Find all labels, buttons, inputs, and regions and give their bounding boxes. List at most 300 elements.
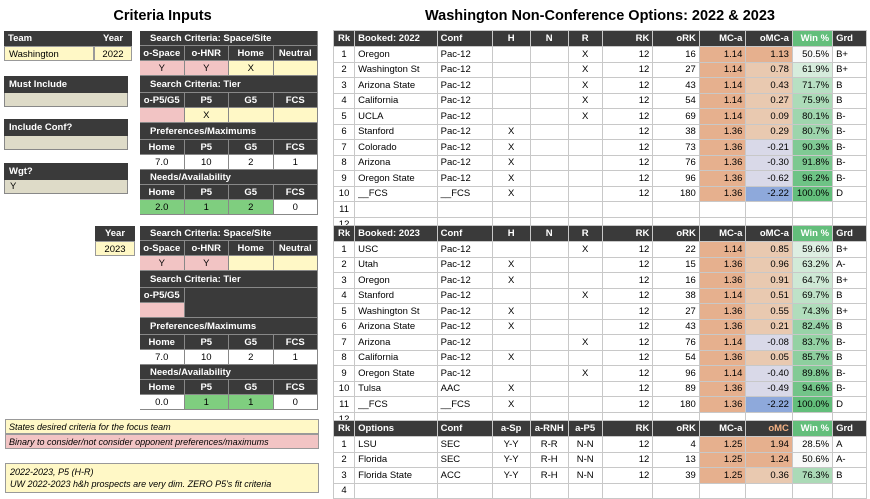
neutral-input[interactable] xyxy=(274,61,319,76)
cell-omc: 0.09 xyxy=(746,109,793,125)
table-row[interactable] xyxy=(334,93,867,109)
pref-home-value[interactable]: 7.0 xyxy=(140,155,185,170)
col-header: FCS xyxy=(274,335,319,350)
cell-rank: 1 xyxy=(334,437,355,453)
cell-conf: Pac-12 xyxy=(437,171,492,187)
cell-n xyxy=(530,124,568,140)
col-header-ork: oRK xyxy=(653,226,700,242)
cell-mc: 1.36 xyxy=(699,186,746,202)
cell-rank: 4 xyxy=(334,93,355,109)
col-header-h: a-Sp xyxy=(492,421,530,437)
cell-omc: 0.96 xyxy=(746,257,793,273)
col-header: FCS xyxy=(274,140,319,155)
cell-rank: 3 xyxy=(334,468,355,484)
cell-name: Arizona State xyxy=(355,319,437,335)
table-row[interactable] xyxy=(334,171,867,187)
cell-ork: 76 xyxy=(653,335,700,351)
home-input[interactable] xyxy=(229,256,274,271)
preferences-title: Preferences/Maximums xyxy=(140,318,318,335)
cell-n xyxy=(530,155,568,171)
cell-win: 85.7% xyxy=(792,350,832,366)
cell-name: Colorado xyxy=(355,140,437,156)
cell-omc: 0.85 xyxy=(746,242,793,258)
cell-r xyxy=(568,381,602,397)
cell-conf: ACC xyxy=(437,468,492,484)
cell-conf: __FCS xyxy=(437,186,492,202)
must-include-input[interactable] xyxy=(4,93,128,107)
cell-ork: 16 xyxy=(653,47,700,63)
col-header-mc: MC-a xyxy=(699,421,746,437)
cell-rank: 1 xyxy=(334,242,355,258)
cell-r xyxy=(568,397,602,413)
cell-ork: 96 xyxy=(653,171,700,187)
pref-g5-value[interactable]: 2 xyxy=(229,155,274,170)
cell-mc: 1.14 xyxy=(699,242,746,258)
cell-n xyxy=(530,62,568,78)
space-site-title: Search Criteria: Space/Site xyxy=(140,31,318,46)
col-header-rank: Rk xyxy=(334,421,355,437)
cell-r xyxy=(568,304,602,320)
col-header-conf: Conf xyxy=(437,421,492,437)
needs-p5-value: 1 xyxy=(185,395,230,410)
include-conf-label: Include Conf? xyxy=(4,119,128,136)
g5-input[interactable] xyxy=(229,108,274,123)
cell-h: X xyxy=(492,304,530,320)
booked-2023-table xyxy=(333,225,867,428)
cell-grade: B- xyxy=(833,381,867,397)
cell-r: X xyxy=(568,242,602,258)
table-row[interactable] xyxy=(334,288,867,304)
table-row[interactable] xyxy=(334,335,867,351)
cell-conf: Pac-12 xyxy=(437,93,492,109)
cell-mc: 1.36 xyxy=(699,350,746,366)
cell-mc xyxy=(699,483,746,499)
cell-rank: 7 xyxy=(334,140,355,156)
col-header: Home xyxy=(229,241,274,256)
cell-name: California xyxy=(355,93,437,109)
cell-conf xyxy=(437,202,492,218)
table-row[interactable] xyxy=(334,304,867,320)
table-row[interactable] xyxy=(334,437,867,453)
table-row[interactable] xyxy=(334,452,867,468)
cell-r: X xyxy=(568,335,602,351)
col-header-ork: oRK xyxy=(653,31,700,47)
cell-mc: 1.25 xyxy=(699,437,746,453)
tier-title: Search Criteria: Tier xyxy=(140,76,318,93)
cell-h: Y-Y xyxy=(492,468,530,484)
cell-rk: 12 xyxy=(602,78,653,94)
cell-rank: 3 xyxy=(334,78,355,94)
cell-mc: 1.25 xyxy=(699,452,746,468)
cell-mc: 1.36 xyxy=(699,304,746,320)
cell-grade: D xyxy=(833,186,867,202)
table-row[interactable] xyxy=(334,47,867,63)
cell-mc: 1.14 xyxy=(699,335,746,351)
cell-ork: 38 xyxy=(653,288,700,304)
cell-n xyxy=(530,288,568,304)
booked-2022-table xyxy=(333,30,867,233)
cell-rank: 6 xyxy=(334,124,355,140)
pref-home-value[interactable]: 7.0 xyxy=(140,350,185,365)
cell-h xyxy=(492,93,530,109)
cell-rk: 12 xyxy=(602,186,653,202)
col-header: Home xyxy=(140,380,185,395)
cell-omc: -0.21 xyxy=(746,140,793,156)
cell-n xyxy=(530,78,568,94)
wgt-label: Wgt? xyxy=(4,163,128,180)
col-header-win: Win % xyxy=(792,421,832,437)
col-header-n: N xyxy=(530,31,568,47)
cell-rank: 10 xyxy=(334,186,355,202)
col-header: Home xyxy=(140,335,185,350)
home-input[interactable]: X xyxy=(229,61,274,76)
cell-name: UCLA xyxy=(355,109,437,125)
cell-rank: 3 xyxy=(334,273,355,289)
cell-mc: 1.36 xyxy=(699,124,746,140)
cell-r xyxy=(568,124,602,140)
cell-rk: 12 xyxy=(602,47,653,63)
cell-ork: 27 xyxy=(653,62,700,78)
cell-r xyxy=(568,319,602,335)
col-header: P5 xyxy=(185,185,230,200)
cell-h xyxy=(492,202,530,218)
cell-grade: B- xyxy=(833,171,867,187)
col-header: o-P5/G5 xyxy=(140,288,185,303)
table-row[interactable] xyxy=(334,155,867,171)
cell-r xyxy=(568,257,602,273)
cell-grade: B+ xyxy=(833,273,867,289)
cell-grade: A xyxy=(833,437,867,453)
cell-grade: B- xyxy=(833,124,867,140)
cell-omc: 1.13 xyxy=(746,47,793,63)
o-space-input[interactable]: Y xyxy=(140,256,185,271)
legend-note-criteria: States desired criteria for the focus team xyxy=(5,419,319,434)
cell-mc: 1.36 xyxy=(699,273,746,289)
table-row[interactable] xyxy=(334,319,867,335)
cell-ork xyxy=(653,202,700,218)
o-p5g5-input[interactable] xyxy=(140,108,185,123)
cell-rk: 12 xyxy=(602,288,653,304)
table-header-row xyxy=(334,421,867,437)
cell-rank: 6 xyxy=(334,319,355,335)
cell-r: X xyxy=(568,366,602,382)
cell-conf xyxy=(437,483,492,499)
col-header: G5 xyxy=(229,380,274,395)
cell-omc: 0.51 xyxy=(746,288,793,304)
cell-rank: 1 xyxy=(334,47,355,63)
cell-rk: 12 xyxy=(602,437,653,453)
col-header-win: Win % xyxy=(792,226,832,242)
cell-conf: Pac-12 xyxy=(437,124,492,140)
cell-mc: 1.36 xyxy=(699,155,746,171)
cell-rank: 10 xyxy=(334,381,355,397)
cell-r xyxy=(568,171,602,187)
cell-mc: 1.14 xyxy=(699,366,746,382)
table-row[interactable] xyxy=(334,273,867,289)
cell-omc: -2.22 xyxy=(746,186,793,202)
cell-n xyxy=(530,47,568,63)
table-row[interactable] xyxy=(334,381,867,397)
cell-name: Stanford xyxy=(355,124,437,140)
cell-grade xyxy=(833,483,867,499)
cell-r xyxy=(568,186,602,202)
cell-name: Florida xyxy=(355,452,437,468)
cell-ork: 39 xyxy=(653,468,700,484)
cell-rank: 2 xyxy=(334,62,355,78)
col-header: G5 xyxy=(229,335,274,350)
cell-mc: 1.14 xyxy=(699,109,746,125)
cell-win: 89.8% xyxy=(792,366,832,382)
cell-omc: 0.55 xyxy=(746,304,793,320)
cell-name: Arizona xyxy=(355,155,437,171)
cell-omc: -0.08 xyxy=(746,335,793,351)
table-row[interactable] xyxy=(334,350,867,366)
cell-win: 64.7% xyxy=(792,273,832,289)
cell-win: 100.0% xyxy=(792,397,832,413)
cell-r xyxy=(568,155,602,171)
col-header-mc: MC-a xyxy=(699,226,746,242)
criteria-2022 xyxy=(140,31,318,215)
cell-conf: Pac-12 xyxy=(437,288,492,304)
cell-omc: -0.30 xyxy=(746,155,793,171)
cell-h xyxy=(492,366,530,382)
cell-conf: Pac-12 xyxy=(437,140,492,156)
cell-rk: 12 xyxy=(602,452,653,468)
cell-r: X xyxy=(568,62,602,78)
col-header: Home xyxy=(140,140,185,155)
col-header: Neutral xyxy=(274,46,319,61)
include-conf-input[interactable] xyxy=(4,136,128,150)
table-row[interactable] xyxy=(334,78,867,94)
table-row[interactable] xyxy=(334,202,867,218)
col-header: P5 xyxy=(185,380,230,395)
col-header: o-P5/G5 xyxy=(140,93,185,108)
o-hnr-input[interactable]: Y xyxy=(185,256,230,271)
table-row[interactable] xyxy=(334,242,867,258)
cell-h: Y-Y xyxy=(492,452,530,468)
col-header-r: R xyxy=(568,31,602,47)
pref-fcs-value[interactable]: 1 xyxy=(274,155,319,170)
cell-rank: 2 xyxy=(334,452,355,468)
cell-rk: 12 xyxy=(602,155,653,171)
cell-grade: B xyxy=(833,93,867,109)
col-header-grade: Grd xyxy=(833,31,867,47)
cell-grade: B xyxy=(833,468,867,484)
cell-win: 80.7% xyxy=(792,124,832,140)
cell-conf: Pac-12 xyxy=(437,366,492,382)
table-row[interactable] xyxy=(334,483,867,499)
cell-n xyxy=(530,319,568,335)
cell-omc: -2.22 xyxy=(746,397,793,413)
cell-name: Oregon xyxy=(355,273,437,289)
cell-omc: 1.94 xyxy=(746,437,793,453)
cell-ork: 180 xyxy=(653,186,700,202)
criteria-2023 xyxy=(140,226,318,410)
cell-n: R-H xyxy=(530,452,568,468)
cell-mc: 1.14 xyxy=(699,62,746,78)
cell-n xyxy=(530,140,568,156)
cell-rk: 12 xyxy=(602,171,653,187)
col-header-grade: Grd xyxy=(833,421,867,437)
blank-cell xyxy=(185,288,319,318)
table-row[interactable] xyxy=(334,124,867,140)
cell-omc: 0.43 xyxy=(746,78,793,94)
cell-r: X xyxy=(568,78,602,94)
p5-input[interactable]: X xyxy=(185,108,230,123)
cell-grade: A- xyxy=(833,452,867,468)
cell-win: 69.7% xyxy=(792,288,832,304)
year-2023-input[interactable]: 2023 xyxy=(95,241,135,256)
year-label: Year xyxy=(94,31,132,46)
pref-p5-value[interactable]: 10 xyxy=(185,155,230,170)
cell-win: 74.3% xyxy=(792,304,832,320)
team-input[interactable]: Washington xyxy=(4,46,94,61)
cell-omc: 0.29 xyxy=(746,124,793,140)
table-row[interactable] xyxy=(334,468,867,484)
cell-n: R-R xyxy=(530,437,568,453)
cell-h xyxy=(492,62,530,78)
cell-mc: 1.36 xyxy=(699,397,746,413)
cell-r: X xyxy=(568,109,602,125)
cell-ork: 43 xyxy=(653,78,700,94)
col-header: G5 xyxy=(229,93,274,108)
col-header-n: a-RNH xyxy=(530,421,568,437)
o-hnr-input[interactable]: Y xyxy=(185,61,230,76)
cell-rk: 12 xyxy=(602,140,653,156)
table-row[interactable] xyxy=(334,140,867,156)
cell-h xyxy=(492,47,530,63)
col-header-h: H xyxy=(492,226,530,242)
cell-ork: 43 xyxy=(653,319,700,335)
cell-h: X xyxy=(492,319,530,335)
cell-ork: 15 xyxy=(653,257,700,273)
cell-rk: 12 xyxy=(602,397,653,413)
cell-grade: B xyxy=(833,350,867,366)
cell-win: 76.3% xyxy=(792,468,832,484)
team-label: Team xyxy=(4,31,94,46)
cell-h: X xyxy=(492,381,530,397)
table-row[interactable] xyxy=(334,62,867,78)
wgt-input[interactable]: Y xyxy=(4,180,128,194)
cell-h xyxy=(492,242,530,258)
cell-win: 80.1% xyxy=(792,109,832,125)
cell-name: Washington St xyxy=(355,62,437,78)
col-header-rk: RK xyxy=(602,421,653,437)
cell-conf: Pac-12 xyxy=(437,62,492,78)
cell-omc xyxy=(746,202,793,218)
cell-grade: B+ xyxy=(833,242,867,258)
table-row[interactable] xyxy=(334,257,867,273)
cell-n xyxy=(530,335,568,351)
pref-g5-value[interactable]: 2 xyxy=(229,350,274,365)
cell-r: N-N xyxy=(568,452,602,468)
cell-n xyxy=(530,186,568,202)
cell-r xyxy=(568,140,602,156)
cell-win: 82.4% xyxy=(792,319,832,335)
cell-name: Utah xyxy=(355,257,437,273)
cell-name: Arizona State xyxy=(355,78,437,94)
cell-rk: 12 xyxy=(602,242,653,258)
cell-ork xyxy=(653,483,700,499)
pref-p5-value[interactable]: 10 xyxy=(185,350,230,365)
col-header-omc: oMC-a xyxy=(746,226,793,242)
cell-win: 50.5% xyxy=(792,47,832,63)
cell-ork: 180 xyxy=(653,397,700,413)
cell-conf: Pac-12 xyxy=(437,47,492,63)
table-row[interactable] xyxy=(334,186,867,202)
col-header: P5 xyxy=(185,140,230,155)
cell-grade: B xyxy=(833,78,867,94)
needs-fcs-value: 0 xyxy=(274,200,319,215)
cell-rk: 12 xyxy=(602,257,653,273)
cell-omc: 0.21 xyxy=(746,319,793,335)
table-row[interactable] xyxy=(334,397,867,413)
cell-mc: 1.36 xyxy=(699,381,746,397)
col-header-name: Options xyxy=(355,421,437,437)
cell-h xyxy=(492,288,530,304)
table-row[interactable] xyxy=(334,109,867,125)
cell-ork: 69 xyxy=(653,109,700,125)
cell-r xyxy=(568,273,602,289)
cell-conf: Pac-12 xyxy=(437,335,492,351)
cell-h: X xyxy=(492,186,530,202)
cell-ork: 4 xyxy=(653,437,700,453)
fcs-input[interactable] xyxy=(274,108,319,123)
cell-name: California xyxy=(355,350,437,366)
cell-n xyxy=(530,257,568,273)
cell-omc: 0.36 xyxy=(746,468,793,484)
cell-grade: B- xyxy=(833,140,867,156)
comment-box xyxy=(5,463,319,493)
cell-h xyxy=(492,78,530,94)
pref-fcs-value[interactable]: 1 xyxy=(274,350,319,365)
cell-rank: 8 xyxy=(334,350,355,366)
cell-rank: 5 xyxy=(334,304,355,320)
cell-name xyxy=(355,202,437,218)
cell-win: 83.7% xyxy=(792,335,832,351)
cell-grade: B- xyxy=(833,366,867,382)
cell-rank: 11 xyxy=(334,397,355,413)
cell-rk: 12 xyxy=(602,381,653,397)
cell-mc xyxy=(699,202,746,218)
table-row[interactable] xyxy=(334,366,867,382)
cell-rk: 12 xyxy=(602,468,653,484)
needs-title: Needs/Availability xyxy=(140,365,318,380)
cell-h xyxy=(492,335,530,351)
cell-h: X xyxy=(492,140,530,156)
o-space-input[interactable]: Y xyxy=(140,61,185,76)
cell-conf: AAC xyxy=(437,381,492,397)
cell-ork: 38 xyxy=(653,124,700,140)
cell-rk: 12 xyxy=(602,93,653,109)
cell-n xyxy=(530,483,568,499)
year-input[interactable]: 2022 xyxy=(94,46,132,61)
cell-r xyxy=(568,202,602,218)
neutral-input[interactable] xyxy=(274,256,319,271)
o-p5g5-input[interactable] xyxy=(140,303,185,318)
cell-conf: Pac-12 xyxy=(437,273,492,289)
year-2023-group xyxy=(95,226,135,256)
cell-win: 75.9% xyxy=(792,93,832,109)
cell-ork: 96 xyxy=(653,366,700,382)
cell-grade: B- xyxy=(833,155,867,171)
cell-name: Arizona xyxy=(355,335,437,351)
cell-rk: 12 xyxy=(602,109,653,125)
cell-rank: 4 xyxy=(334,288,355,304)
cell-n xyxy=(530,242,568,258)
cell-grade: B+ xyxy=(833,47,867,63)
needs-g5-value: 1 xyxy=(229,395,274,410)
